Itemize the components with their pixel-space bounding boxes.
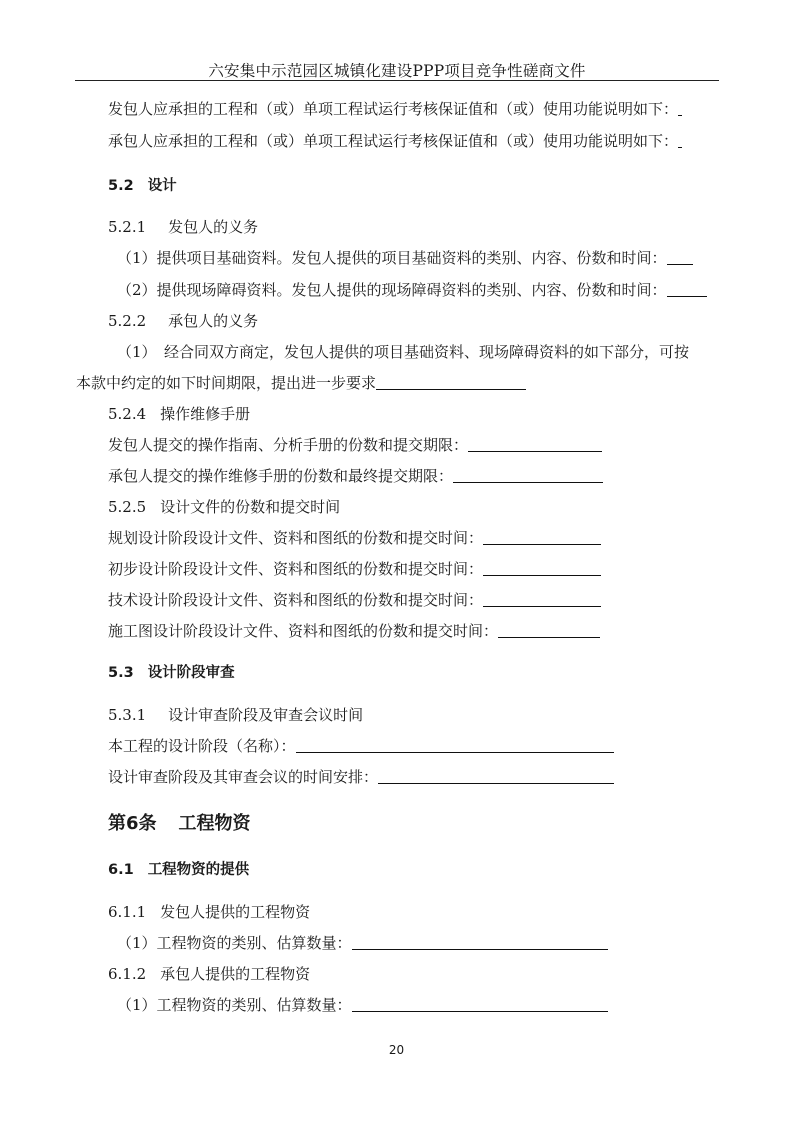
text-line-employer-guarantee: 发包人应承担的工程和（或）单项工程试运行考核保证值和（或）使用功能说明如下： bbox=[108, 99, 682, 119]
fill-blank[interactable] bbox=[678, 99, 682, 116]
section-heading-5-2: 5.2 设计 bbox=[108, 178, 177, 194]
text-line-employer-manual: 发包人提交的操作指南、分析手册的份数和提交期限： bbox=[108, 435, 602, 455]
fill-blank[interactable] bbox=[352, 933, 608, 950]
text-line-planning-design: 规划设计阶段设计文件、资料和图纸的份数和提交时间： bbox=[108, 528, 601, 548]
text-line-review-schedule: 设计审查阶段及其审查会议的时间安排： bbox=[108, 767, 614, 787]
text-line-contractor-materials: （1）工程物资的类别、估算数量： bbox=[117, 995, 608, 1015]
text-line-design-stage: 本工程的设计阶段（名称）： bbox=[108, 736, 614, 756]
fill-blank[interactable] bbox=[678, 131, 682, 148]
page-number: 20 bbox=[388, 1043, 405, 1057]
fill-blank[interactable] bbox=[296, 736, 614, 753]
subsection-heading-6-1-2: 6.1.2 承包人提供的工程物资 bbox=[108, 965, 311, 983]
text-line-site-obstacles: （2）提供现场障碍资料。发包人提供的现场障碍资料的类别、内容、份数和时间： bbox=[117, 280, 707, 300]
fill-blank[interactable] bbox=[483, 590, 601, 607]
fill-blank[interactable] bbox=[498, 621, 600, 638]
fill-blank[interactable] bbox=[453, 466, 603, 483]
subsection-heading-5-2-4: 5.2.4 操作维修手册 bbox=[108, 405, 251, 423]
text-line-agreed-parts: （1） 经合同双方商定，发包人提供的项目基础资料、现场障碍资料的如下部分，可按 bbox=[117, 343, 690, 361]
section-heading-5-3: 5.3 设计阶段审查 bbox=[108, 665, 235, 681]
fill-blank[interactable] bbox=[483, 559, 601, 576]
fill-blank[interactable] bbox=[378, 767, 614, 784]
subsection-heading-5-3-1: 5.3.1 设计审查阶段及审查会议时间 bbox=[108, 706, 364, 724]
text-line-technical-design: 技术设计阶段设计文件、资料和图纸的份数和提交时间： bbox=[108, 590, 601, 610]
fill-blank[interactable] bbox=[667, 280, 707, 297]
subsection-heading-6-1-1: 6.1.1 发包人提供的工程物资 bbox=[108, 903, 311, 921]
fill-blank[interactable] bbox=[376, 373, 526, 390]
fill-blank[interactable] bbox=[483, 528, 601, 545]
text-line-contractor-manual: 承包人提交的操作维修手册的份数和最终提交期限： bbox=[108, 466, 603, 486]
fill-blank[interactable] bbox=[667, 248, 693, 265]
fill-blank[interactable] bbox=[352, 995, 608, 1012]
text-line-project-data: （1）提供项目基础资料。发包人提供的项目基础资料的类别、内容、份数和时间： bbox=[117, 248, 693, 268]
text-line-time-limit: 本款中约定的如下时间期限，提出进一步要求 bbox=[76, 373, 526, 393]
fill-blank[interactable] bbox=[468, 435, 602, 452]
subsection-heading-5-2-1: 5.2.1 发包人的义务 bbox=[108, 218, 259, 236]
subsection-heading-5-2-5: 5.2.5 设计文件的份数和提交时间 bbox=[108, 498, 341, 516]
text-line-employer-materials: （1）工程物资的类别、估算数量： bbox=[117, 933, 608, 953]
document-header-title: 六安集中示范园区城镇化建设PPP项目竞争性磋商文件 bbox=[208, 62, 586, 80]
header-divider bbox=[75, 80, 719, 81]
text-line-construction-drawing: 施工图设计阶段设计文件、资料和图纸的份数和提交时间： bbox=[108, 621, 600, 641]
subsection-heading-5-2-2: 5.2.2 承包人的义务 bbox=[108, 312, 259, 330]
article-heading-6: 第6条 工程物资 bbox=[108, 813, 251, 834]
section-heading-6-1: 6.1 工程物资的提供 bbox=[108, 862, 250, 878]
text-line-contractor-guarantee: 承包人应承担的工程和（或）单项工程试运行考核保证值和（或）使用功能说明如下： bbox=[108, 131, 682, 151]
text-line-preliminary-design: 初步设计阶段设计文件、资料和图纸的份数和提交时间： bbox=[108, 559, 601, 579]
